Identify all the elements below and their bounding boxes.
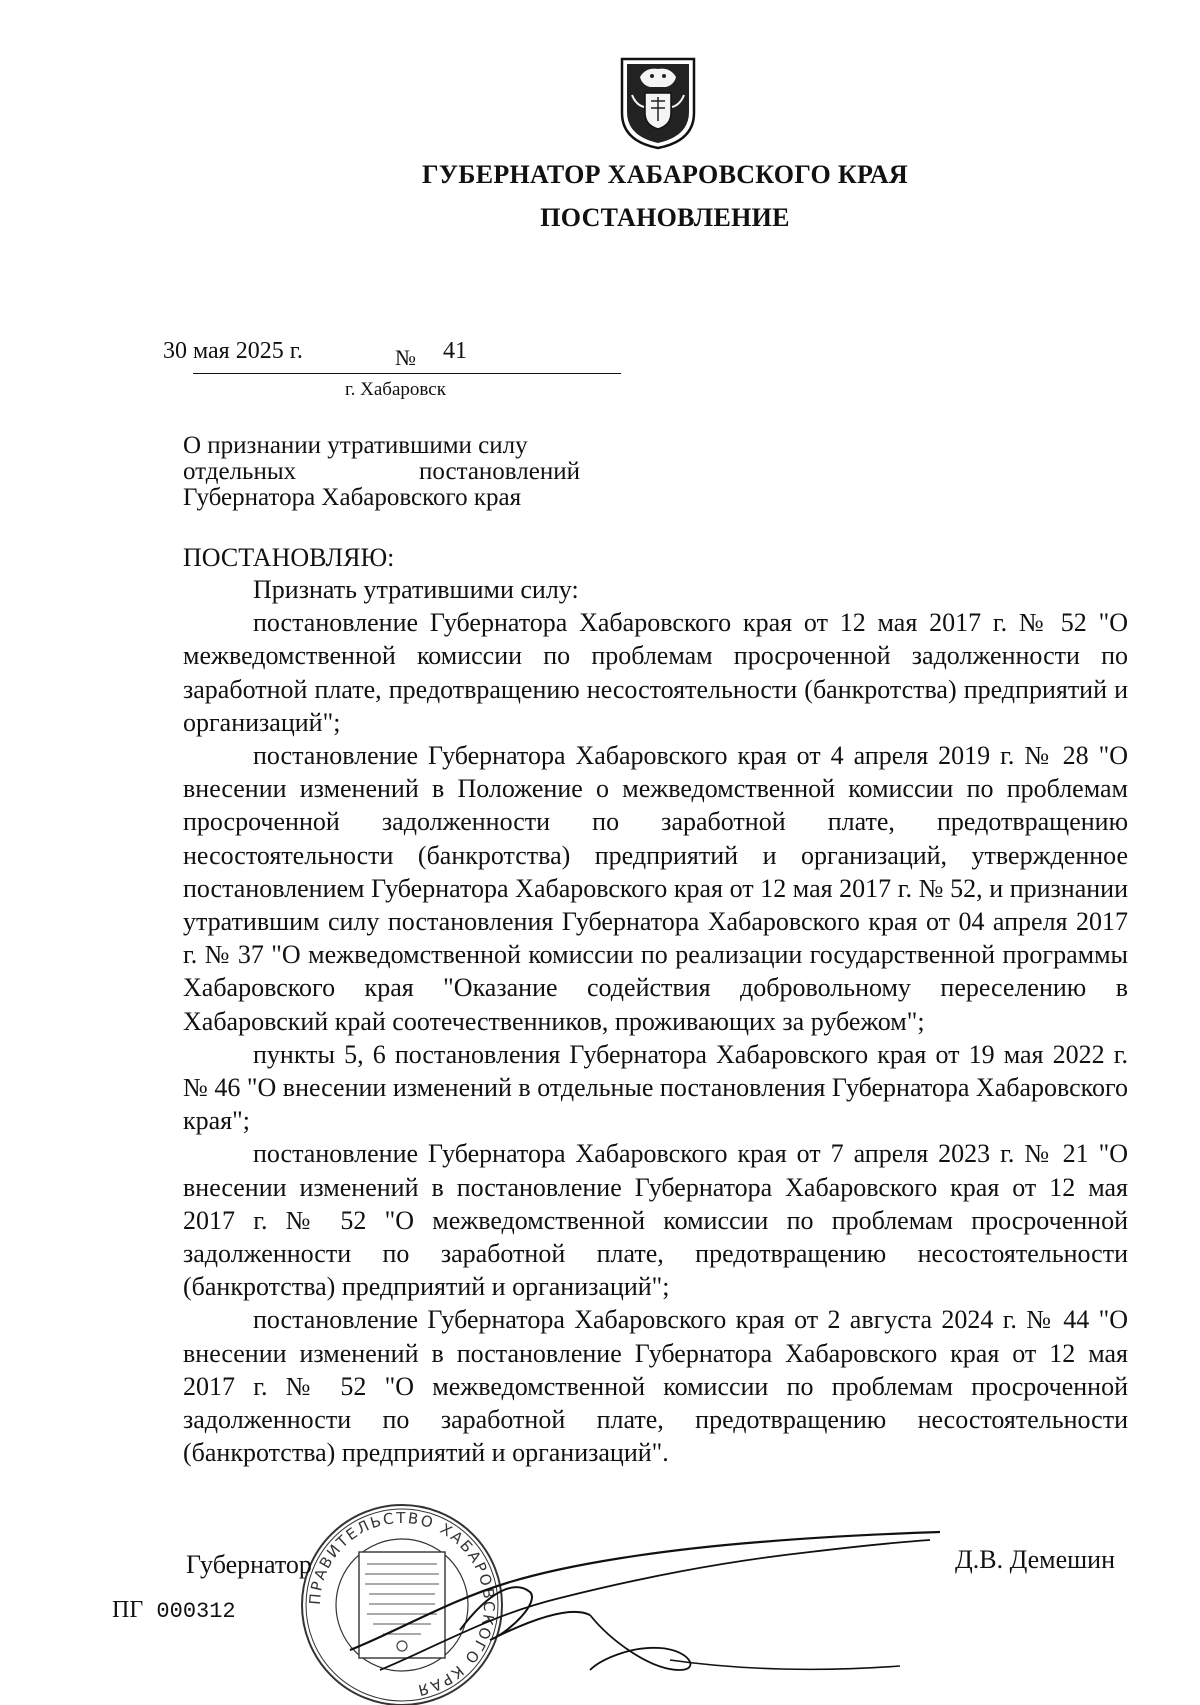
signer-name: Д.В. Демешин: [955, 1545, 1116, 1574]
body-paragraph: пункты 5, 6 постановления Губернатора Хабаровского края от 19 мая 2022 г. № 46 "О внесении изменений в отдельные постановления Губернатора Хабаровского края";: [183, 1039, 1128, 1136]
document-code: [112, 1597, 236, 1624]
document-number: 41: [443, 338, 467, 364]
document-city: г. Хабаровск: [345, 379, 446, 400]
document-date: 30 мая 2025 г.: [163, 338, 303, 364]
document-type: ПОСТАНОВЛЕНИЕ: [540, 203, 790, 232]
seal-outer-text: ПРАВИТЕЛЬСТВО ХАБАРОВСКОГО КРАЯ: [305, 1508, 499, 1700]
subject-line-2: [183, 459, 580, 485]
subject-line-2-right: постановлений: [419, 458, 580, 485]
subject-line-3: Губернатора Хабаровского края: [183, 484, 522, 511]
document-subject: [183, 433, 580, 511]
body-paragraph: Признать утратившими силу:: [253, 575, 579, 604]
subject-line-2-left: отдельных: [183, 458, 297, 485]
coat-of-arms-icon: [618, 55, 698, 151]
body-paragraph: постановление Губернатора Хабаровского края от 4 апреля 2019 г. № 28 "О внесении изменений в Положение о межведомственной комиссии по проблемам просроченной задолженности по заработной плате, предотвращению несостоятельности (банкротства) предприятий и организаций, утвержденное постановлением Губернатора Хабаровского края от 12 мая 2017 г. № 52, и признании утратившим силу постановления Губернатора Хабаровского края от 04 апреля 2017 г. № 37 "О межведомственной комиссии по реализации государственной программы Хабаровского края "Оказание содействия добровольному переселению в Хабаровский край соотечественников, проживающих за рубежом";: [183, 741, 1128, 1036]
document-code-prefix: ПГ: [112, 1597, 144, 1623]
body-paragraph: постановление Губернатора Хабаровского края от 7 апреля 2023 г. № 21 "О внесении изменений в постановление Губернатора Хабаровского края от 12 мая 2017 г. № 52 "О межведомственной комиссии по проблемам просроченной задолженности по заработной плате, предотвращению несостоятельности (банкротства) предприятий и организаций";: [183, 1139, 1128, 1302]
number-sign: №: [395, 345, 416, 370]
decree-word: ПОСТАНОВЛЯЮ:: [183, 543, 395, 572]
handwritten-signature-icon: [340, 1520, 950, 1680]
subject-line-1: О признании утратившими силу: [183, 432, 528, 459]
document-code-number: 000312: [156, 1599, 236, 1624]
date-number-underline: [193, 373, 621, 374]
document-body: [183, 573, 1128, 1469]
issuer-title: ГУБЕРНАТОР ХАБАРОВСКОГО КРАЯ: [421, 160, 908, 189]
signer-role: Губернатор: [186, 1550, 312, 1579]
body-paragraph: постановление Губернатора Хабаровского края от 2 августа 2024 г. № 44 "О внесении изменений в постановление Губернатора Хабаровского края от 12 мая 2017 г. № 52 "О межведомственной комиссии по проблемам просроченной задолженности по заработной плате, предотвращению несостоятельности (банкротства) предприятий и организаций".: [183, 1305, 1128, 1468]
body-paragraph: постановление Губернатора Хабаровского края от 12 мая 2017 г. № 52 "О межведомственной комиссии по проблемам просроченной задолженности по заработной плате, предотвращению несостоятельности (банкротства) предприятий и организаций";: [183, 608, 1128, 737]
